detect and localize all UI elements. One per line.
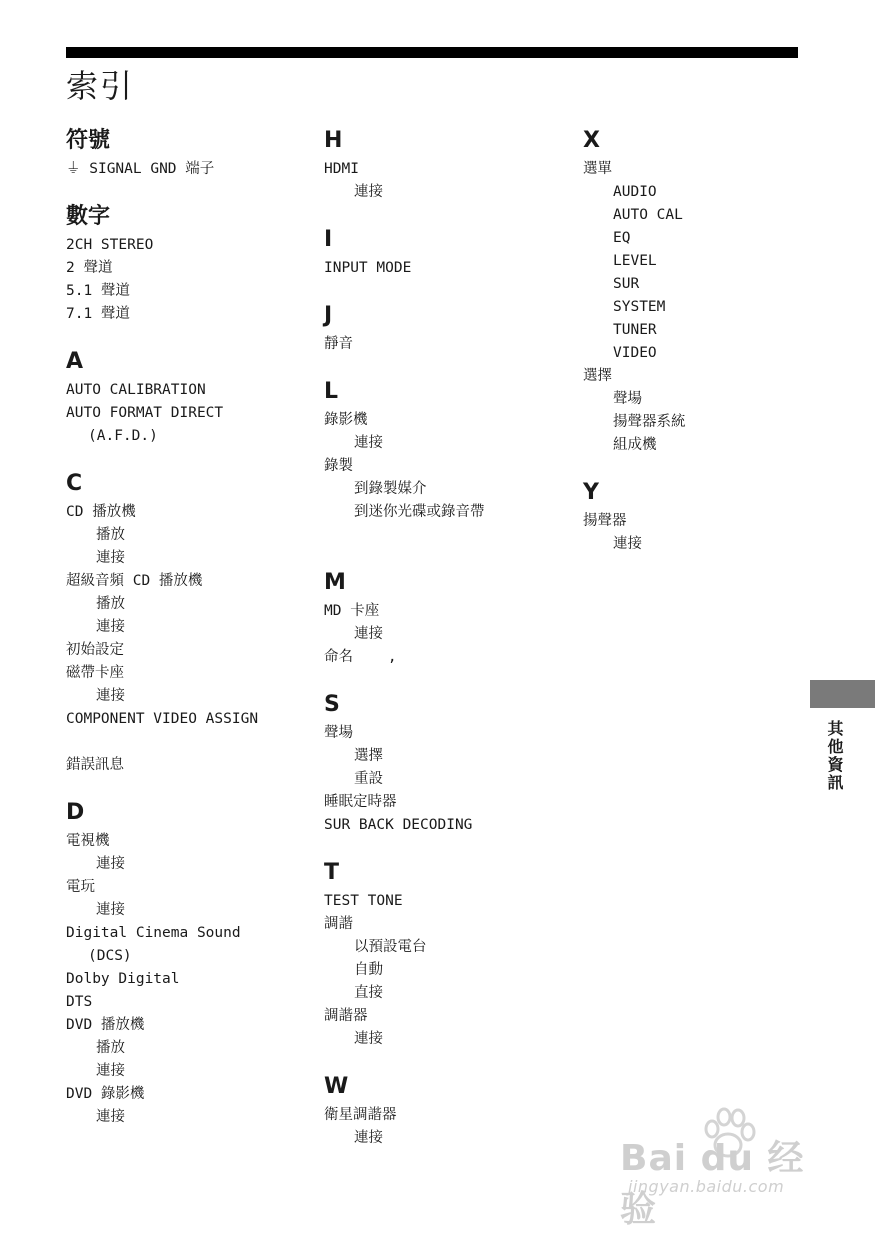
index-entry: 電玩: [66, 879, 95, 895]
section-tab: [810, 680, 875, 708]
index-subentry: 連接: [96, 550, 125, 566]
section-heading: S: [324, 692, 340, 717]
index-subentry: 組成機: [613, 437, 657, 453]
index-entry: SUR BACK DECODING: [324, 817, 473, 833]
index-subentry: 以預設電台: [354, 939, 427, 955]
section-tab-label: 其他資訊: [825, 720, 844, 792]
index-entry: (A.F.D.): [88, 428, 158, 444]
index-entry: 命名 ,: [324, 649, 397, 665]
section-heading: H: [324, 128, 343, 153]
index-entry: ⏚ SIGNAL GND 端子: [66, 161, 215, 177]
index-subentry: 到錄製媒介: [354, 481, 427, 497]
index-subentry: SYSTEM: [613, 299, 666, 315]
index-section: [324, 124, 564, 204]
index-subentry: SUR: [613, 276, 640, 292]
index-subentry: 連接: [96, 1063, 125, 1079]
header-rule: [66, 47, 798, 58]
index-subentry: 連接: [354, 184, 383, 200]
index-entry: 靜音: [324, 336, 353, 352]
index-entry: 初始設定: [66, 642, 124, 658]
index-section: [324, 688, 564, 837]
index-subentry: 選擇: [354, 748, 383, 764]
index-section: [324, 1070, 564, 1150]
index-entry: CD 播放機: [66, 504, 136, 520]
index-entry: DVD 錄影機: [66, 1086, 145, 1102]
section-heading: A: [66, 349, 84, 374]
index-subentry: 播放: [96, 596, 125, 612]
page-title: 索引: [66, 67, 135, 105]
index-entry: MD 卡座: [324, 603, 380, 619]
index-entry: 磁帶卡座: [66, 665, 124, 681]
index-subentry: 到迷你光碟或錄音帶: [354, 504, 485, 520]
index-entry: 選單: [583, 161, 612, 177]
index-entry: 衛星調諧器: [324, 1107, 397, 1123]
index-subentry: 揚聲器系統: [613, 414, 686, 430]
index-entry: 調諧器: [324, 1008, 368, 1024]
section-heading: J: [324, 303, 333, 328]
section-heading: I: [324, 227, 333, 252]
section-heading: W: [324, 1074, 349, 1099]
index-subentry: 連接: [96, 619, 125, 635]
section-heading: C: [66, 471, 83, 496]
index-section: [66, 345, 306, 448]
watermark-brand: Bai du 经验: [620, 1138, 805, 1230]
index-entry: 電視機: [66, 833, 110, 849]
index-entry: Digital Cinema Sound: [66, 925, 241, 941]
index-subentry: LEVEL: [613, 253, 657, 269]
index-entry: 7.1 聲道: [66, 306, 130, 322]
index-entry: 調諧: [324, 916, 353, 932]
index-section: [324, 299, 564, 356]
index-subentry: 聲場: [613, 391, 642, 407]
section-heading: T: [324, 860, 340, 885]
index-entry: 睡眠定時器: [324, 794, 397, 810]
index-section: [66, 200, 306, 326]
index-subentry: EQ: [613, 230, 631, 246]
index-entry: 錯誤訊息: [66, 757, 124, 773]
index-column-2: [324, 124, 564, 1169]
index-entry: DVD 播放機: [66, 1017, 145, 1033]
section-heading: D: [66, 800, 85, 825]
index-column-3: [583, 124, 823, 575]
index-subentry: AUDIO: [613, 184, 657, 200]
index-section: [66, 124, 306, 181]
index-subentry: 重設: [354, 771, 383, 787]
index-entry: 2 聲道: [66, 260, 113, 276]
index-section: [324, 223, 564, 280]
index-entry: [66, 731, 306, 754]
index-subentry: 播放: [96, 527, 125, 543]
index-entry: (DCS): [88, 948, 132, 964]
index-entry: 選擇: [583, 368, 612, 384]
index-entry: INPUT MODE: [324, 260, 412, 276]
index-section: [66, 796, 306, 1129]
index-subentry: 播放: [96, 1040, 125, 1056]
index-section: [324, 856, 564, 1051]
index-entry: 超級音頻 CD 播放機: [66, 573, 203, 589]
section-heading: Y: [583, 480, 599, 505]
index-entry: Dolby Digital: [66, 971, 180, 987]
index-section: [66, 467, 306, 777]
index-subentry: 連接: [96, 856, 125, 872]
index-entry: 錄製: [324, 458, 353, 474]
watermark-url: jingyan.baidu.com: [628, 1177, 785, 1196]
index-subentry: 連接: [354, 1031, 383, 1047]
index-subentry: 連接: [354, 1130, 383, 1146]
index-subentry: 連接: [354, 435, 383, 451]
index-entry: TEST TONE: [324, 893, 403, 909]
index-subentry: AUTO CAL: [613, 207, 683, 223]
index-entry: HDMI: [324, 161, 359, 177]
index-entry: 錄影機: [324, 412, 368, 428]
index-entry: AUTO CALIBRATION: [66, 382, 206, 398]
index-section: [324, 566, 564, 669]
index-subentry: 自動: [354, 962, 383, 978]
index-subentry: 連接: [96, 1109, 125, 1125]
index-entry: 聲場: [324, 725, 353, 741]
index-entry: 2CH STEREO: [66, 237, 154, 253]
index-subentry: 直接: [354, 985, 383, 1001]
index-entry: 揚聲器: [583, 513, 627, 529]
index-entry: [324, 524, 564, 547]
section-heading: L: [324, 379, 339, 404]
index-subentry: TUNER: [613, 322, 657, 338]
index-subentry: 連接: [354, 626, 383, 642]
watermark: [620, 1105, 830, 1230]
index-entry: 5.1 聲道: [66, 283, 130, 299]
index-entry: AUTO FORMAT DIRECT: [66, 405, 224, 421]
index-subentry: 連接: [96, 902, 125, 918]
index-section: [583, 476, 823, 556]
index-subentry: 連接: [96, 688, 125, 704]
section-heading: M: [324, 570, 346, 595]
index-entry: DTS: [66, 994, 93, 1010]
index-subentry: VIDEO: [613, 345, 657, 361]
section-heading: 數字: [66, 204, 111, 229]
section-heading: X: [583, 128, 600, 153]
index-subentry: 連接: [613, 536, 642, 552]
index-column-1: [66, 124, 306, 1148]
section-heading: 符號: [66, 128, 111, 153]
index-section: [324, 375, 564, 547]
index-section: [583, 124, 823, 457]
index-entry: COMPONENT VIDEO ASSIGN: [66, 711, 259, 727]
